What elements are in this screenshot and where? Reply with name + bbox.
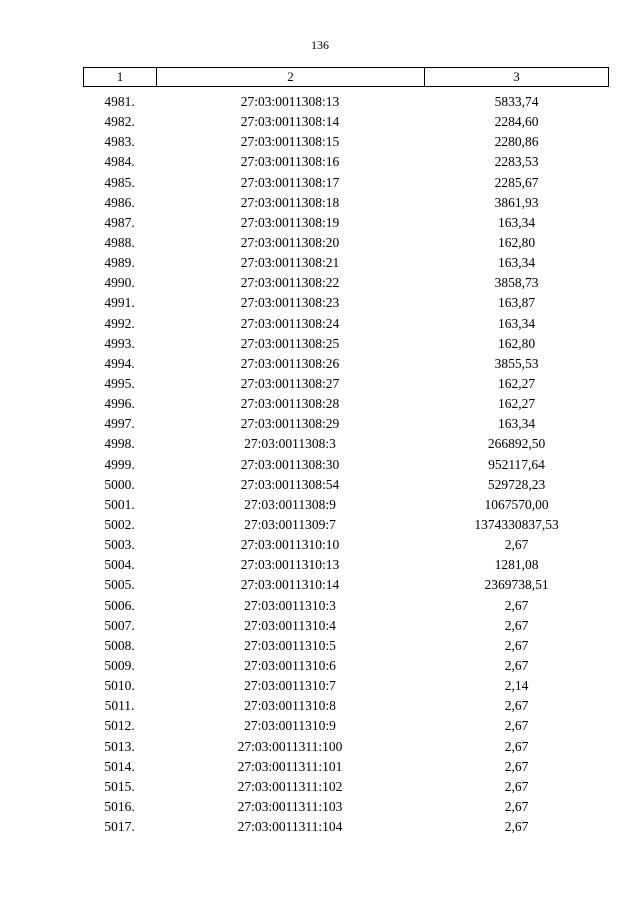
cadastral-number: 27:03:0011308:20 — [240, 235, 340, 251]
cadastral-number: 27:03:0011308:24 — [240, 315, 340, 331]
cadastral-number: 27:03:0011308:15 — [240, 134, 340, 150]
value: 2,67 — [504, 778, 529, 794]
value: 2,67 — [504, 617, 529, 633]
header-col-3: 3 — [513, 69, 520, 84]
page-number: 136 — [311, 38, 329, 52]
cadastral-number: 27:03:0011310:8 — [244, 698, 336, 714]
table-row — [83, 676, 609, 696]
row-number: 4992. — [104, 315, 135, 331]
value: 2,67 — [504, 537, 529, 553]
value: 266892,50 — [487, 436, 546, 452]
row-number: 5015. — [104, 778, 135, 794]
cadastral-number: 27:03:0011308:17 — [240, 174, 340, 190]
value: 529728,23 — [487, 476, 546, 492]
value: 1281,08 — [494, 557, 539, 573]
table-row — [83, 797, 609, 817]
cadastral-number: 27:03:0011308:28 — [240, 396, 340, 412]
row-number: 4995. — [104, 376, 135, 392]
table-row — [83, 193, 609, 213]
row-number: 5017. — [104, 819, 135, 835]
value: 2,67 — [504, 698, 529, 714]
cadastral-number: 27:03:0011308:54 — [240, 476, 340, 492]
cadastral-number: 27:03:0011308:16 — [240, 154, 340, 170]
row-number: 4996. — [104, 396, 135, 412]
row-number: 5003. — [104, 537, 135, 553]
cadastral-number: 27:03:0011310:10 — [240, 537, 340, 553]
row-number: 4981. — [104, 94, 135, 110]
value: 2284,60 — [494, 114, 539, 130]
cadastral-number: 27:03:0011308:27 — [240, 376, 340, 392]
row-number: 5014. — [104, 758, 135, 774]
table-body — [83, 92, 609, 837]
table-row — [83, 575, 609, 595]
row-number: 4993. — [104, 335, 135, 351]
cadastral-number: 27:03:0011308:13 — [240, 94, 340, 110]
cadastral-number: 27:03:0011308:30 — [240, 456, 340, 472]
cadastral-number: 27:03:0011310:3 — [244, 597, 336, 613]
value: 2,67 — [504, 637, 529, 653]
table-row — [83, 414, 609, 434]
table-row — [83, 495, 609, 515]
table-row — [83, 555, 609, 575]
cadastral-number: 27:03:0011308:29 — [240, 416, 340, 432]
value: 162,27 — [497, 376, 536, 392]
value: 3858,73 — [494, 275, 539, 291]
row-number: 5007. — [104, 617, 135, 633]
value: 2283,53 — [494, 154, 539, 170]
row-number: 4983. — [104, 134, 135, 150]
row-number: 4994. — [104, 355, 135, 371]
row-number: 5000. — [104, 476, 135, 492]
row-number: 5008. — [104, 637, 135, 653]
table-row — [83, 656, 609, 676]
table-row — [83, 213, 609, 233]
table-row — [83, 515, 609, 535]
cadastral-number: 27:03:0011308:3 — [244, 436, 336, 452]
value: 2280,86 — [494, 134, 539, 150]
value: 2,67 — [504, 658, 529, 673]
row-number: 4998. — [104, 436, 135, 452]
header-col-2: 2 — [157, 68, 425, 86]
value: 2,67 — [504, 718, 529, 734]
row-number: 4988. — [104, 235, 135, 251]
row-number: 4982. — [104, 114, 135, 130]
value: 163,34 — [497, 255, 536, 271]
value: 2,67 — [504, 758, 529, 774]
row-number: 4984. — [104, 154, 135, 170]
table-row — [83, 757, 609, 777]
row-number: 4987. — [104, 214, 135, 230]
header-col-1: 1 — [84, 68, 157, 86]
table-row — [83, 716, 609, 736]
table-row — [83, 253, 609, 273]
value: 2,67 — [504, 819, 529, 835]
row-number: 4989. — [104, 255, 135, 271]
table-row — [83, 152, 609, 172]
value: 2369738,51 — [484, 577, 549, 593]
cadastral-number: 27:03:0011309:7 — [244, 517, 336, 533]
cadastral-number: 27:03:0011308:26 — [240, 355, 340, 371]
row-number: 5013. — [104, 738, 135, 754]
table-row — [83, 696, 609, 716]
value: 2,14 — [504, 678, 529, 694]
table-row — [83, 475, 609, 495]
row-number: 5002. — [104, 517, 135, 533]
table-row — [83, 314, 609, 334]
cadastral-number: 27:03:0011310:5 — [244, 637, 336, 653]
row-number: 4990. — [104, 275, 135, 291]
value: 2285,67 — [494, 174, 539, 190]
cadastral-number: 27:03:0011308:22 — [240, 275, 340, 291]
cadastral-number: 27:03:0011311:104 — [237, 819, 343, 835]
table-row — [83, 737, 609, 757]
table-row — [83, 132, 609, 152]
row-number: 4985. — [104, 174, 135, 190]
value: 5833,74 — [494, 94, 539, 110]
table-row — [83, 616, 609, 636]
value: 162,80 — [497, 335, 536, 351]
value: 952117,64 — [488, 456, 545, 472]
row-number: 5016. — [104, 798, 135, 814]
table-row — [83, 273, 609, 293]
cadastral-number: 27:03:0011308:18 — [240, 194, 340, 210]
row-number: 5010. — [104, 678, 135, 694]
cadastral-number: 27:03:0011311:103 — [237, 798, 343, 814]
table-header — [83, 67, 609, 87]
cadastral-number: 27:03:0011311:100 — [237, 738, 343, 754]
cadastral-number: 27:03:0011308:25 — [240, 335, 340, 351]
cadastral-number: 27:03:0011310:7 — [244, 678, 336, 694]
row-number: 4986. — [104, 194, 135, 210]
cadastral-number: 27:03:0011308:19 — [240, 214, 340, 230]
value: 163,34 — [497, 315, 536, 331]
cadastral-number: 27:03:0011310:6 — [244, 658, 336, 673]
table-row — [83, 535, 609, 555]
row-number: 4997. — [104, 416, 135, 432]
row-number: 5011. — [104, 698, 135, 714]
cadastral-number: 27:03:0011311:101 — [237, 758, 343, 774]
value: 2,67 — [504, 597, 529, 613]
cadastral-number: 27:03:0011310:13 — [240, 557, 340, 573]
value: 1067570,00 — [484, 496, 549, 512]
value: 3861,93 — [494, 194, 539, 210]
table-row — [83, 374, 609, 394]
cadastral-number: 27:03:0011308:9 — [244, 496, 336, 512]
table-row — [83, 354, 609, 374]
value: 163,34 — [497, 214, 536, 230]
cadastral-number: 27:03:0011310:4 — [244, 617, 336, 633]
table-row — [83, 334, 609, 354]
row-number: 5004. — [104, 557, 135, 573]
row-number: 4999. — [104, 456, 135, 472]
table-row — [83, 394, 609, 414]
cadastral-number: 27:03:0011311:102 — [237, 778, 343, 794]
row-number: 5009. — [104, 658, 135, 673]
value: 3855,53 — [494, 355, 539, 371]
value: 2,67 — [504, 798, 529, 814]
row-number: 5006. — [104, 597, 135, 613]
value: 2,67 — [504, 738, 529, 754]
table-row — [83, 636, 609, 656]
row-number: 5012. — [104, 718, 135, 734]
row-number: 5005. — [104, 577, 135, 593]
cadastral-number: 27:03:0011310:14 — [240, 577, 340, 593]
table-row — [83, 777, 609, 797]
table-row — [83, 112, 609, 132]
table-row — [83, 293, 609, 313]
value: 1374330837,53 — [474, 517, 559, 533]
table-row — [83, 92, 609, 112]
cadastral-number: 27:03:0011308:23 — [240, 295, 340, 311]
cadastral-number: 27:03:0011310:9 — [244, 718, 336, 734]
value: 162,27 — [497, 396, 536, 412]
cadastral-number: 27:03:0011308:14 — [240, 114, 340, 130]
row-number: 5001. — [104, 496, 135, 512]
table-row — [83, 817, 609, 837]
table-row — [83, 434, 609, 454]
value: 163,87 — [497, 295, 536, 311]
table-row — [83, 596, 609, 616]
table-row — [83, 173, 609, 193]
table-row — [83, 455, 609, 475]
cadastral-number: 27:03:0011308:21 — [240, 255, 340, 271]
table-row — [83, 233, 609, 253]
value: 162,80 — [497, 235, 536, 251]
row-number: 4991. — [104, 295, 135, 311]
value: 163,34 — [497, 416, 536, 432]
